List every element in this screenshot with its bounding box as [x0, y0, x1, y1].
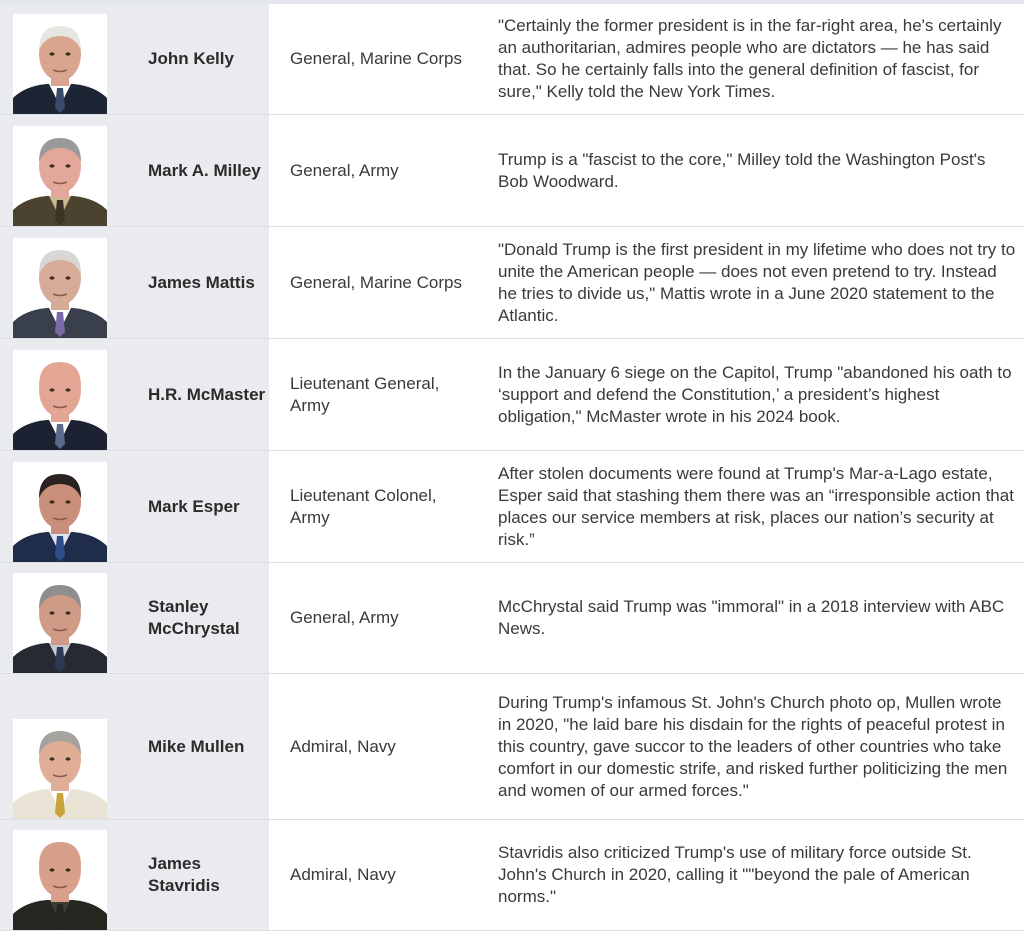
official-name: James Stavridis — [128, 820, 269, 931]
official-quote: In the January 6 siege on the Capitol, Trump "abandoned his oath to ‘support and defend the Constitution,’ a president’s highest obligation," McMaster wrote in his 2024 book. — [498, 362, 1012, 426]
table-row — [0, 227, 1024, 339]
official-name: James Mattis — [128, 227, 269, 339]
official-name: Stanley McChrystal — [128, 563, 269, 674]
portrait-photo — [13, 126, 107, 226]
table-row — [0, 820, 1024, 931]
portrait-cell — [0, 563, 128, 674]
portrait-cell — [0, 820, 128, 931]
official-name: H.R. McMaster — [128, 339, 269, 451]
official-name: Mike Mullen — [128, 674, 269, 820]
official-name: Mark A. Milley — [128, 115, 269, 227]
portrait-cell — [0, 674, 128, 820]
official-rank: General, Marine Corps — [290, 272, 462, 292]
official-rank: General, Marine Corps — [290, 49, 462, 68]
official-quote: Stavridis also criticized Trump's use of military force outside St. John's Church in 2020, calling it ""beyond the pale of American norms." — [498, 843, 972, 906]
official-name: Mark Esper — [128, 451, 269, 563]
table-row — [0, 339, 1024, 451]
table-row — [0, 451, 1024, 563]
official-rank: General, Army — [290, 608, 399, 627]
official-rank: General, Army — [290, 160, 399, 180]
portrait-photo — [13, 830, 107, 930]
table-body — [0, 4, 1024, 931]
official-quote: Trump is a "fascist to the core," Milley told the Washington Post's Bob Woodward. — [498, 149, 986, 191]
portrait-photo — [13, 350, 107, 450]
portrait-photo — [13, 719, 107, 819]
table-row — [0, 4, 1024, 115]
portrait-cell — [0, 227, 128, 339]
portrait-cell — [0, 339, 128, 451]
official-quote: During Trump's infamous St. John's Church photo op, Mullen wrote in 2020, "he laid bare his disdain for the rights of peaceful protest in this country, gave succor to the leaders of other countries who take comfort in our domestic strife, and risked further politicizing the men and women of our armed forces." — [498, 692, 1008, 800]
official-quote: "Donald Trump is the first president in my lifetime who does not try to unite the American people — does not even pretend to try. Instead he tries to divide us," Mattis wrote in a June 2020 statement to the Atlantic. — [498, 239, 1016, 325]
official-rank: Admiral, Navy — [290, 736, 396, 756]
official-rank: Lieutenant Colonel, Army — [290, 485, 437, 527]
portrait-photo — [13, 573, 107, 673]
portrait-cell — [0, 451, 128, 563]
table-row — [0, 115, 1024, 227]
portrait-photo — [13, 238, 107, 338]
table-row — [0, 563, 1024, 674]
official-rank: Admiral, Navy — [290, 865, 396, 884]
official-quote: McChrystal said Trump was "immoral" in a 2018 interview with ABC News. — [498, 597, 1005, 638]
official-quote: "Certainly the former president is in the far-right area, he's certainly an authoritarian, admires people who are dictators — he has said that. So he certainly falls into the general definition of fascist, for sure," Kelly told the New York Times. — [498, 16, 1002, 101]
official-name: John Kelly — [128, 4, 269, 115]
officials-table — [0, 4, 1024, 931]
table-row — [0, 674, 1024, 820]
official-quote: After stolen documents were found at Trump's Mar-a-Lago estate, Esper said that stashing them there was an “irresponsible action that places our service members at risk, places our nation’s security at risk.” — [498, 463, 1014, 549]
official-rank: Lieutenant General, Army — [290, 373, 440, 415]
portrait-photo — [13, 14, 107, 114]
portrait-cell — [0, 115, 128, 227]
portrait-cell — [0, 4, 128, 115]
portrait-photo — [13, 462, 107, 562]
